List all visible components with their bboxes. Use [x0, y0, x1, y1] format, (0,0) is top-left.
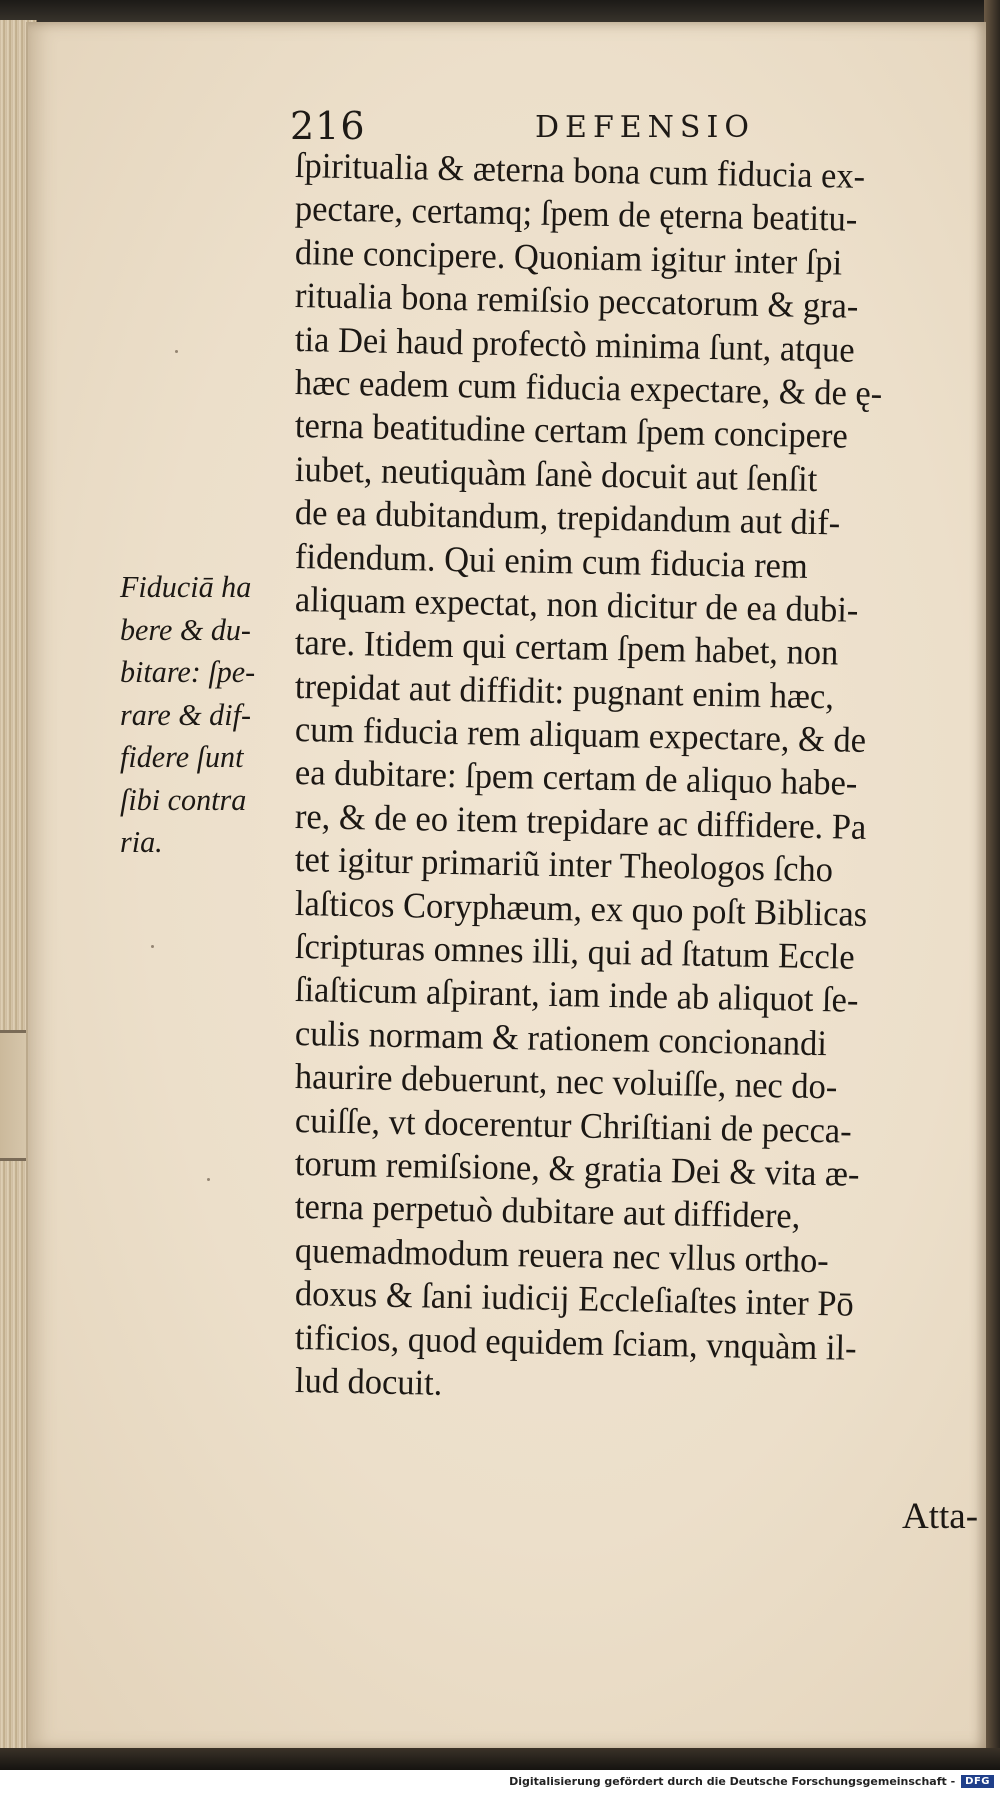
text-line: quemadmodum reuera nec vllus ortho- [294, 1229, 830, 1281]
main-text-block [295, 144, 995, 1402]
text-line: ſiaſticum aſpirant, iam inde ab aliquot ſe- [294, 969, 859, 1021]
text-line: pectare, certamq; ſpem de ęterna beatitu- [294, 188, 858, 240]
text-line: re, & de eo item trepidare ac diffidere. Pa [294, 795, 867, 847]
page-number: 216 [290, 104, 366, 148]
text-line: ſcripturas omnes illi, qui ad ſtatum Eccle [294, 926, 855, 977]
text-line: terna beatitudine certam ſpem concipere [294, 405, 849, 456]
margin-note-line: fidere ſunt [120, 739, 244, 774]
text-line: culis normam & rationem concionandi [294, 1012, 828, 1064]
margin-note-line: ſibi contra [120, 781, 247, 817]
margin-note-line: ria. [120, 824, 163, 859]
scan-background-bottom [0, 1748, 1000, 1770]
text-line: tare. Itidem qui certam ſpem habet, non [294, 622, 839, 673]
text-line: iubet, neutiquàm ſanè docuit aut ſenſit [294, 448, 818, 499]
paper-speck [151, 945, 154, 948]
text-line: haurire debuerunt, nec voluiſſe, nec do- [294, 1056, 838, 1107]
text-line: doxus & ſani iudicij Eccleſiaſtes inter Pō [294, 1273, 855, 1324]
running-head [0, 104, 1000, 148]
text-line: cum fiducia rem aliquam expectare, & de [294, 709, 867, 761]
margin-note-line: bitare: ſpe- [120, 654, 256, 689]
running-title: DEFENSIO [535, 110, 755, 145]
text-line: fidendum. Qui enim cum fiducia rem [294, 535, 809, 586]
text-line: cuiſſe, vt docerentur Chriſtiani de pecca- [294, 1099, 853, 1151]
text-line: trepidat aut diffidit: pugnant enim hæc, [294, 665, 835, 717]
text-line: laſticos Coryphæum, ex quo poſt Biblicas [294, 882, 868, 934]
text-line: ritualia bona remiſsio peccatorum & gra- [294, 275, 859, 326]
margin-note-line: bere & du- [120, 611, 251, 647]
text-line: dine concipere. Quoniam igitur inter ſpi [294, 231, 843, 283]
scan-background-top [0, 0, 1000, 24]
text-line: aliquam expectat, non dicitur de ea dubi- [294, 578, 859, 630]
margin-note-line: Fiduciā ha [120, 569, 252, 604]
margin-note-line: rare & dif- [120, 696, 251, 732]
footer-bar [0, 1770, 1000, 1793]
text-line: tia Dei haud profectò minima ſunt, atque [294, 318, 855, 370]
text-line: terna perpetuò dubitare aut diffidere, [294, 1186, 801, 1237]
catchword: Atta- [902, 1496, 979, 1537]
dfg-logo: DFG [961, 1775, 994, 1788]
text-line: tet igitur primariũ inter Theologos ſcho [294, 839, 834, 890]
text-line: lud docuit. [294, 1359, 443, 1403]
paper-speck [207, 1178, 210, 1181]
text-line: ea dubitare: ſpem certam de aliquo habe- [294, 752, 858, 804]
text-line: torum remiſsione, & gratia Dei & vita æ- [294, 1142, 860, 1194]
paper-speck [175, 350, 178, 353]
text-line: hæc eadem cum fiducia expectare, & de ę- [294, 361, 883, 414]
text-line: de ea dubitandum, trepidandum aut dif- [294, 492, 841, 543]
marginal-note [120, 566, 295, 864]
text-line: tificios, quod equidem ſciam, vnquàm il- [294, 1316, 857, 1368]
footer-credit: Digitalisierung gefördert durch die Deutsche Forschungsgemeinschaft - [509, 1775, 956, 1788]
text-line: ſpiritualia & æterna bona cum fiducia ex- [294, 145, 866, 196]
